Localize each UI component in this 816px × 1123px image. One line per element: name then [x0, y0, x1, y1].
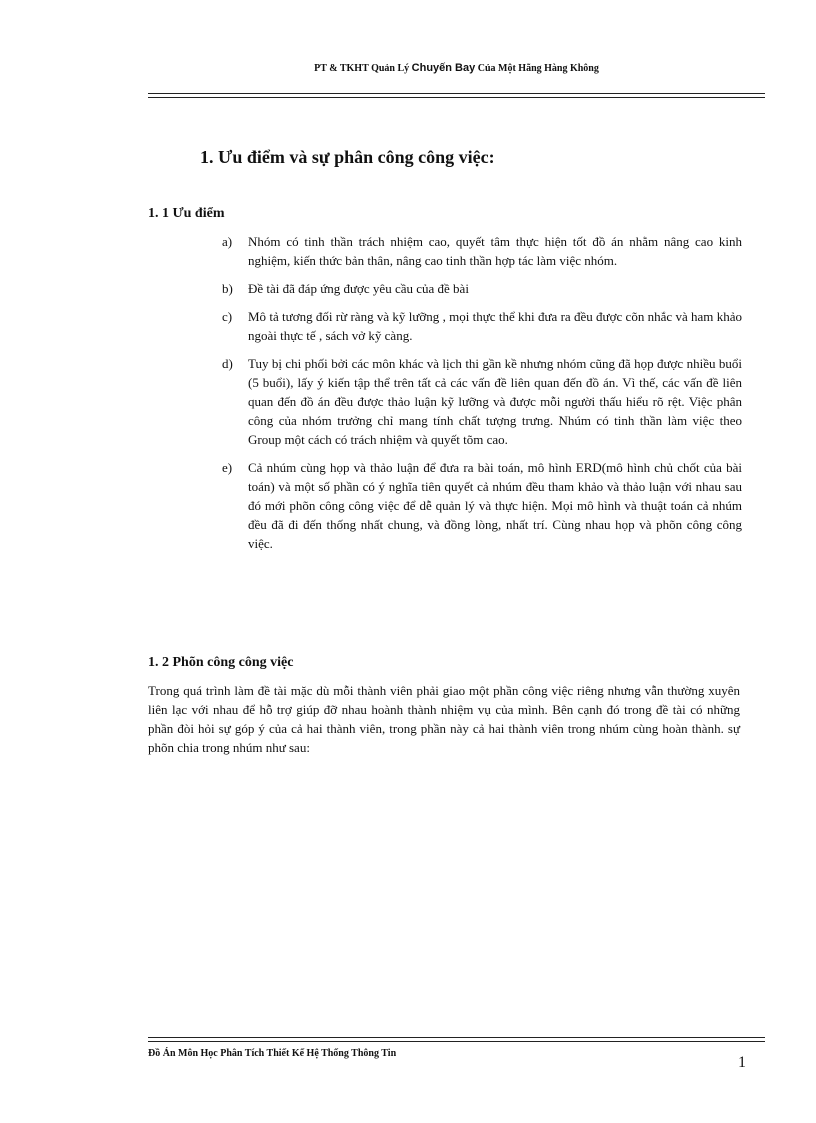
list-item	[222, 307, 742, 345]
header-rule-thick	[148, 93, 765, 94]
footer-rule-thin	[148, 1041, 765, 1042]
list-item-text: Cả nhúm cùng họp và thảo luận để đưa ra bài toán, mô hình ERD(mô hình chủ chốt của bài toán) và một số phần có ý nghĩa tiên quyết cả nhúm đều tham khảo và thảo luận với nhau sau đó mới phõn công công việc để dễ quản lý và thực hiện. Mọi mô hình và thuật toán cả nhúm đều đã đi đến thống nhất chung, và đồng lòng, nhất trí. Cùng nhau họp và phõn công công việc.	[248, 460, 742, 551]
list-marker: a)	[222, 234, 233, 249]
list-item-text: Tuy bị chi phối bởi các môn khác và lịch thi gần kề nhưng nhóm cũng đã họp được nhiều buổi (5 buổi), lấy ý kiến tập thể trên tất cả các vấn đề liên quan đến đồ án. Vì thế, các vấn đề liên quan đến đồ án đều được thảo luận kỹ lưỡng và được mỗi người thấu hiểu rõ rệt. Việc phân công của nhóm trưởng chỉ mang tính chất tượng trưng. Nhúm có tinh thần làm việc theo Group một cách có trách nhiệm và quyết tõm cao.	[248, 356, 742, 447]
section-title: 1. Ưu điểm và sự phân công công việc:	[200, 147, 495, 167]
subsection-advantages-title: 1. 1 Ưu điểm	[148, 206, 225, 221]
list-item	[222, 354, 742, 449]
list-marker: c)	[222, 309, 233, 324]
list-item-text: Nhóm có tinh thần trách nhiệm cao, quyết tâm thực hiện tốt đồ án nhằm nâng cao kinh nghiệm, kiến thức bản thân, nâng cao tinh thần hợp tác làm việc nhóm.	[248, 234, 742, 268]
page-footer: Đồ Án Môn Học Phân Tích Thiết Kế Hệ Thống Thông Tin	[148, 1048, 397, 1059]
footer-rule-thick	[148, 1037, 765, 1038]
header-rule-thin	[148, 97, 765, 98]
subsection-assignment-title: 1. 2 Phõn công công việc	[148, 655, 294, 670]
assignment-paragraph: Trong quá trình làm đề tài mặc dù mỗi thành viên phải giao một phần công việc riêng nhưng vẫn thường xuyên liên lạc với nhau để hỗ trợ giúp đỡ nhau hoành thành nhiệm vụ của mình. Bên cạnh đó trong đề tài có những phần đòi hỏi sự góp ý của cả hai thành viên, trong phần này cả hai thành viên trong nhúm cùng hoàn thành. sự phõn chia trong nhúm như sau:	[148, 683, 740, 755]
list-item	[222, 232, 742, 270]
list-item	[222, 458, 742, 553]
list-item	[222, 279, 742, 298]
list-marker: e)	[222, 460, 233, 475]
header-text-part2: Chuyến Bay	[411, 62, 476, 74]
page-header	[148, 62, 765, 74]
list-item-text: Mô tả tương đối rừ ràng và kỹ lưỡng , mọi thực thể khi đưa ra đều được cõn nhắc và ham khảo ngoài thực tế , sách vở kỹ càng.	[248, 309, 742, 343]
list-item-text: Đề tài đã đáp ứng được yêu cầu của đề bài	[248, 281, 469, 296]
advantages-list	[222, 232, 742, 562]
list-marker: b)	[222, 281, 233, 296]
page-number: 1	[738, 1054, 746, 1071]
header-text-part1: PT & TKHT Quản Lý	[314, 63, 412, 74]
list-marker: d)	[222, 356, 233, 371]
header-text-part3: Của Một Hãng Hàng Không	[475, 63, 599, 74]
